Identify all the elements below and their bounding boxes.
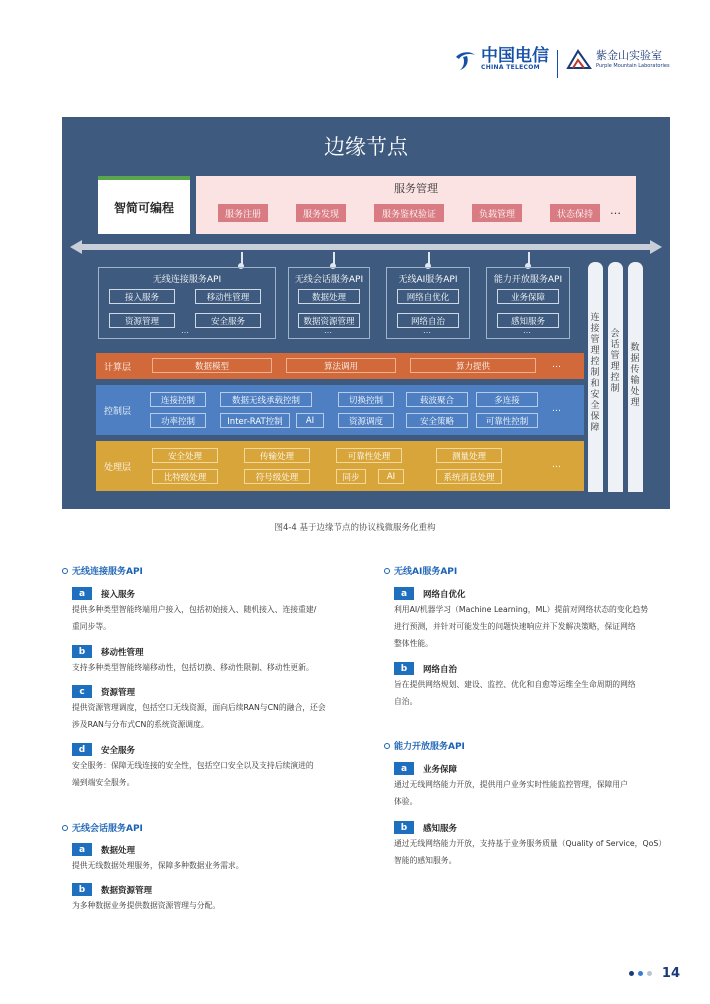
item-heading <box>394 762 457 775</box>
column-label: 数据传输处理 <box>630 343 640 408</box>
bullet-ring-icon <box>384 743 390 749</box>
api-box-capability <box>486 267 570 339</box>
item-paragraph: 旨在提供网络规划、建设、监控、优化和自愈等运维全生命周期的网络 自治。 <box>394 680 636 706</box>
api-item: 业务保障 <box>497 289 559 304</box>
control-item: 功率控制 <box>150 413 206 428</box>
control-item: 切换控制 <box>338 392 394 407</box>
item-paragraph: 为多种数据业务提供数据资源管理与分配。 <box>72 901 221 910</box>
bullet-ring-icon <box>384 568 390 574</box>
logo-divider <box>557 50 558 78</box>
api-more: … <box>523 326 531 335</box>
section-heading: 无线AI服务API <box>384 564 457 577</box>
api-box-ai <box>386 267 470 339</box>
process-more: … <box>552 460 561 470</box>
api-item: 数据处理 <box>298 289 360 304</box>
control-item: 可靠性控制 <box>476 413 538 428</box>
api-title: 能力开放服务API <box>493 275 563 285</box>
control-item: Inter-RAT控制 <box>220 413 290 428</box>
item-title: 数据处理 <box>101 845 136 856</box>
api-item: 资源管理 <box>109 313 175 328</box>
control-item: 安全策略 <box>406 413 468 428</box>
svc-item: 负载管理 <box>472 204 522 222</box>
item-heading <box>72 645 144 658</box>
service-management-title: 服务管理 <box>394 182 438 195</box>
china-telecom-en: CHINA TELECOM <box>481 64 540 71</box>
bullet-ring-icon <box>62 568 68 574</box>
api-item: 感知服务 <box>497 313 559 328</box>
item-title: 感知服务 <box>423 823 458 834</box>
item-badge: d <box>72 743 92 756</box>
compute-item: 算力提供 <box>410 358 536 373</box>
api-box-wireless-connection <box>98 267 276 339</box>
api-item: 安全服务 <box>195 313 261 328</box>
process-item: 测量处理 <box>436 448 502 463</box>
svc-item: 状态保持 <box>550 204 600 222</box>
api-item: 移动性管理 <box>195 289 261 304</box>
process-item: 同步 <box>336 469 366 484</box>
item-heading <box>72 685 135 698</box>
page-dot-icon <box>638 971 643 976</box>
api-item: 数据资源管理 <box>298 313 360 328</box>
service-management-box <box>196 176 636 234</box>
page-number: 14 <box>661 966 680 981</box>
edge-node-diagram <box>62 117 670 509</box>
compute-item: 数据模型 <box>152 358 272 373</box>
layer-label: 处理层 <box>104 463 132 473</box>
page-footer <box>629 966 680 981</box>
item-heading <box>394 587 466 600</box>
item-badge: b <box>394 821 414 834</box>
china-telecom-emblem-icon <box>453 49 477 71</box>
item-heading <box>72 743 135 756</box>
control-more: … <box>552 404 561 414</box>
purple-mountain-cn: 紫金山实验室 <box>596 49 662 62</box>
control-layer <box>96 385 584 435</box>
figure-caption: 图4-4 基于边缘节点的协议栈微服务化重构 <box>274 523 436 533</box>
process-item: 比特级处理 <box>152 469 218 484</box>
item-paragraph: 利用AI/机器学习（Machine Learning，ML）提前对网络状态的变化趋势 进行预测，并针对可能发生的问题快速响应并下发解决策略，保证网络 整体性能。 <box>394 605 649 648</box>
column-label: 会话管理控制 <box>610 329 620 394</box>
section-heading: 无线连接服务API <box>62 564 143 577</box>
layer-label: 控制层 <box>104 407 132 417</box>
control-item: AI <box>296 413 324 428</box>
compute-item: 算法调用 <box>286 358 396 373</box>
control-item: 载波聚合 <box>406 392 468 407</box>
process-layer <box>96 441 584 491</box>
bullet-ring-icon <box>62 825 68 831</box>
item-badge: b <box>72 883 92 896</box>
process-item: 传输处理 <box>244 448 310 463</box>
purple-mountain-en: Purple Mountain Laboratories <box>596 63 670 69</box>
purple-mountain-logo <box>566 48 670 70</box>
item-title: 资源管理 <box>101 687 136 698</box>
section-heading: 能力开放服务API <box>384 739 465 752</box>
svc-item: 服务鉴权验证 <box>374 204 444 222</box>
item-paragraph: 提供资源管理调度，包括空口无线资源，面向后续RAN与CN的融合，还会 涉及RAN与分布式CN的系统资源调度。 <box>72 703 326 729</box>
api-box-session <box>288 267 370 339</box>
item-heading <box>72 843 135 856</box>
item-title: 数据资源管理 <box>101 885 153 896</box>
section-heading: 无线会话服务API <box>62 821 143 834</box>
svc-item: 服务发现 <box>296 204 346 222</box>
api-more: … <box>423 326 431 335</box>
item-paragraph: 支持多种类型智能终端移动性，包括切换、移动性限制、移动性更新。 <box>72 663 314 672</box>
item-badge: a <box>394 587 414 600</box>
item-badge: b <box>72 645 92 658</box>
control-item: 连接控制 <box>150 392 206 407</box>
api-item: 接入服务 <box>109 289 175 304</box>
item-heading <box>72 587 135 600</box>
process-item: 安全处理 <box>152 448 218 463</box>
item-heading <box>394 821 457 834</box>
api-title: 无线连接服务API <box>152 275 222 285</box>
item-title: 移动性管理 <box>101 647 144 658</box>
china-telecom-cn: 中国电信 <box>481 46 549 66</box>
item-heading <box>72 883 152 896</box>
control-item: 数据无线承载控制 <box>220 392 312 407</box>
process-item: 系统消息处理 <box>436 469 502 484</box>
process-item: 可靠性处理 <box>336 448 402 463</box>
item-paragraph: 通过无线网络能力开放，支持基于业务服务质量（Quality of Service，QoS） 智能的感知服务。 <box>394 839 667 865</box>
item-paragraph: 通过无线网络能力开放，提供用户业务实时性能监控管理，保障用户 体验。 <box>394 780 628 806</box>
api-more: … <box>324 326 332 335</box>
api-more: … <box>181 326 189 335</box>
item-title: 业务保障 <box>423 764 458 775</box>
compute-layer <box>96 353 584 379</box>
page-dot-icon <box>629 971 634 976</box>
diagram-title: 边缘节点 <box>324 135 408 159</box>
item-paragraph: 提供多种类型智能终端用户接入，包括初始接入、随机接入、连接重建/ 重同步等。 <box>72 605 317 631</box>
svc-more: … <box>610 204 621 217</box>
item-title: 网络自治 <box>423 664 458 675</box>
item-badge: a <box>72 587 92 600</box>
service-bus-arrow <box>70 240 662 254</box>
api-title: 无线会话服务API <box>294 275 364 285</box>
control-item: 资源调度 <box>338 413 394 428</box>
item-badge: a <box>394 762 414 775</box>
item-badge: a <box>72 843 92 856</box>
svc-item: 服务注册 <box>218 204 268 222</box>
item-title: 接入服务 <box>101 589 136 600</box>
item-paragraph: 安全服务：保障无线连接的安全性，包括空口安全以及支持后续演进的 端到端安全服务。 <box>72 761 314 787</box>
column-label: 连接管理控制和安全保障 <box>590 313 600 433</box>
item-badge: c <box>72 685 92 698</box>
compute-more: … <box>552 360 561 370</box>
control-item: 多连接 <box>476 392 538 407</box>
item-paragraph: 提供无线数据处理服务，保障多种数据业务需求。 <box>72 861 244 870</box>
china-telecom-logo <box>453 48 549 71</box>
item-heading <box>394 662 457 675</box>
item-title: 安全服务 <box>101 745 136 756</box>
process-item: 符号级处理 <box>244 469 310 484</box>
item-badge: b <box>394 662 414 675</box>
page-dot-icon <box>647 971 652 976</box>
api-item: 网络自优化 <box>397 289 459 304</box>
api-title: 无线AI服务API <box>398 275 458 285</box>
mountain-icon <box>566 48 592 70</box>
programmable-box: 智简可编程 <box>98 176 190 234</box>
process-item: AI <box>378 469 404 484</box>
api-item: 网络自治 <box>397 313 459 328</box>
layer-label: 计算层 <box>104 363 132 373</box>
item-title: 网络自优化 <box>423 589 466 600</box>
